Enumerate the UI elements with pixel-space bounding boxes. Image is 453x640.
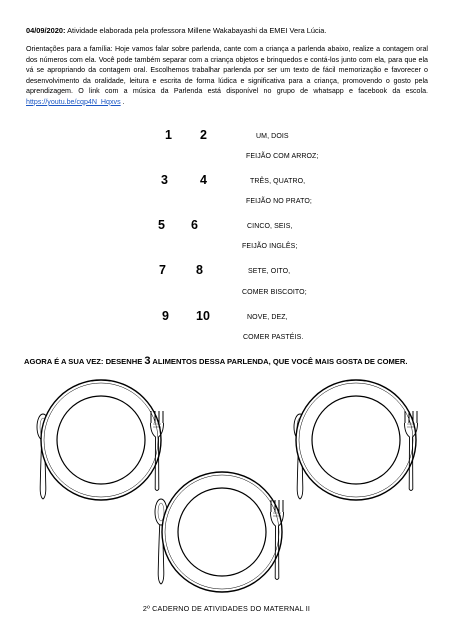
- verse-line: SETE, OITO,: [248, 268, 291, 275]
- place-setting-right: [294, 380, 418, 500]
- verse-line: COMER PASTÉIS.: [243, 334, 304, 341]
- youtube-link[interactable]: https://youtu.be/cqp4N_Hqxvs: [26, 97, 121, 106]
- number-3: 3: [161, 173, 168, 187]
- verse-line: CINCO, SEIS,: [247, 223, 293, 230]
- number-6: 6: [191, 218, 198, 232]
- number-9: 9: [162, 309, 169, 323]
- task-text-start: AGORA É A SUA VEZ: DESENHE: [24, 357, 145, 366]
- plate-icon: [41, 380, 161, 500]
- task-text-end: ALIMENTOS DESSA PARLENDA, QUE VOCÊ MAIS GOSTA DE COMER.: [150, 357, 408, 366]
- footer-caption: 2º CADERNO DE ATIVIDADES DO MATERNAL II: [142, 604, 311, 613]
- activity-author-text: Atividade elaborada pela professora Millene Wakabayashi da EMEI Vera Lúcia.: [65, 26, 327, 35]
- activity-date: 04/09/2020:: [26, 26, 66, 35]
- verse-line: NOVE, DEZ,: [247, 314, 288, 321]
- plate-icon: [162, 472, 282, 592]
- number-2: 2: [200, 128, 207, 142]
- verse-line: FEIJÃO COM ARROZ;: [246, 153, 319, 160]
- number-4: 4: [200, 173, 207, 187]
- verse-line: COMER BISCOITO;: [242, 289, 307, 296]
- number-5: 5: [158, 218, 165, 232]
- task-number: 3: [144, 355, 151, 367]
- number-7: 7: [159, 263, 166, 277]
- plate-icon: [296, 380, 416, 500]
- verse-line: FEIJÃO INGLÊS;: [242, 243, 298, 250]
- place-setting-center: [155, 472, 284, 592]
- verse-line: TRÊS, QUATRO,: [250, 178, 306, 185]
- place-setting-left: [37, 380, 164, 500]
- instructions-end: .: [120, 97, 125, 106]
- instructions-body: Orientações para a família: Hoje vamos falar sobre parlenda, cante com a criança a parlenda abaixo, realize a contagem oral dos números com ela. Você pode também separar com a criança objetos e brinquedos e contá-los junto com ela, para que ela vá se apropriando da contagem oral. Escolhemos trabalhar parlenda por ser um texto de fácil memorização e favorecer o desenvolvimento da oralidade, leitura e escrita de forma lúdica e significativa para a criança, promovendo o gosto pela aprendizagem. O link com a música da Parlenda está disponível no grupo de whatsapp e facebook da escola.: [26, 45, 428, 96]
- number-8: 8: [196, 263, 203, 277]
- verse-line: FEIJÃO NO PRATO;: [246, 198, 312, 205]
- verse-line: UM, DOIS: [256, 133, 289, 140]
- number-10: 10: [196, 309, 210, 323]
- number-1: 1: [165, 128, 172, 142]
